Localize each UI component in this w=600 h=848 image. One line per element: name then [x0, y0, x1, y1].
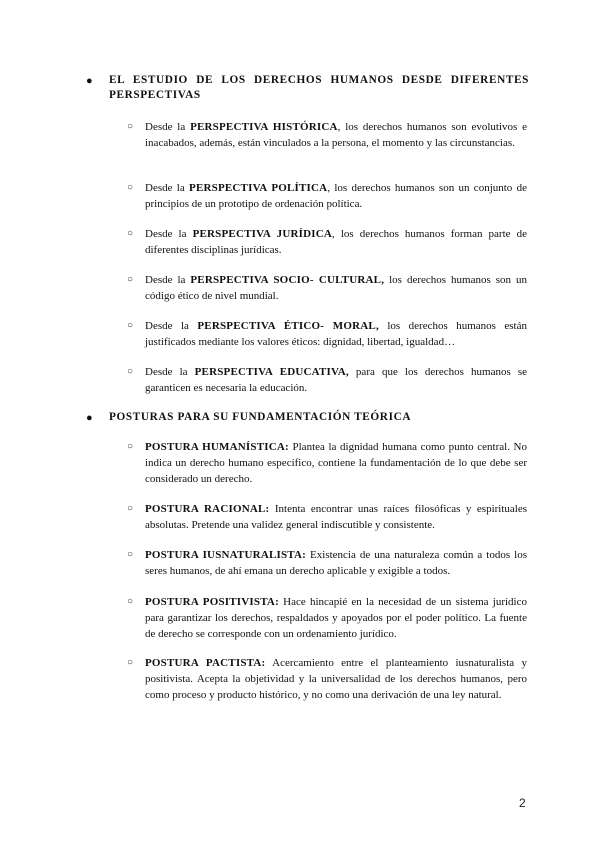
list-item-text: Desde la PERSPECTIVA JURÍDICA, los derechos humanos forman parte de diferentes disciplinas jurídicas.	[145, 228, 527, 257]
list-item-text: POSTURA PACTISTA: Acercamiento entre el planteamiento iusnaturalista y positivista. Acepta la objetividad y la universalidad de los derechos humanos, pero como proceso y producto histórico, y no como una derivación de una ley natural.	[145, 657, 527, 702]
circle-bullet-icon: ○	[127, 274, 134, 285]
list-item-text: Desde la PERSPECTIVA POLÍTICA, los derechos humanos son un conjunto de principios de un prototipo de ordenación política.	[145, 182, 527, 211]
list-item-text: Desde la PERSPECTIVA SOCIO- CULTURAL, los derechos humanos son un código ético de nivel mundial.	[145, 274, 527, 303]
list-item-text: POSTURA RACIONAL: Intenta encontrar unas raíces filosóficas y espirituales absolutas. Pretende una validez general indiscutible y consistente.	[145, 503, 527, 532]
list-item	[0, 594, 600, 643]
list-item-text: Desde la PERSPECTIVA ÉTICO- MORAL, los derechos humanos están justificados mediante los valores éticos: dignidad, libertad, igualdad…	[145, 320, 527, 349]
list-item	[0, 272, 600, 304]
circle-bullet-icon: ○	[127, 596, 134, 607]
list-item	[0, 119, 600, 151]
circle-bullet-icon: ○	[127, 182, 134, 193]
circle-bullet-icon: ○	[127, 549, 134, 560]
list-item-text: POSTURA HUMANÍSTICA: Plantea la dignidad humana como punto central. No indica un derecho humano específico, contiene la fundamentación de lo que debe ser considerado un derecho.	[145, 441, 527, 486]
page-number: 2	[519, 796, 526, 810]
list-item-text: POSTURA POSITIVISTA: Hace hincapié en la necesidad de un sistema jurídico para garantizar los derechos, respaldados y apoyados por el poder político. La fuente de derecho se corresponde con un ordenamiento jurídico.	[145, 596, 527, 641]
list-item	[0, 655, 600, 704]
list-item	[0, 226, 600, 258]
list-item-text: Desde la PERSPECTIVA HISTÓRICA, los derechos humanos son evolutivos e inacabados, además, están vinculados a la persona, el momento y las circunstancias.	[145, 121, 527, 150]
circle-bullet-icon: ○	[127, 503, 134, 514]
circle-bullet-icon: ○	[127, 657, 134, 668]
list-item	[0, 180, 600, 212]
circle-bullet-icon: ○	[127, 366, 134, 377]
bullet-icon: ●	[86, 412, 93, 424]
section-perspectivas	[0, 73, 600, 103]
circle-bullet-icon: ○	[127, 121, 134, 132]
list-item	[0, 439, 600, 488]
circle-bullet-icon: ○	[127, 441, 134, 452]
circle-bullet-icon: ○	[127, 228, 134, 239]
bullet-icon: ●	[86, 75, 93, 87]
list-item	[0, 364, 600, 396]
list-item	[0, 318, 600, 350]
section-heading: POSTURAS PARA SU FUNDAMENTACIÓN TEÓRICA	[109, 411, 412, 423]
section-heading: EL ESTUDIO DE LOS DERECHOS HUMANOS DESDE DIFERENTES PERSPECTIVAS	[109, 74, 529, 101]
list-item	[0, 547, 600, 579]
circle-bullet-icon: ○	[127, 320, 134, 331]
section-posturas	[0, 410, 600, 425]
list-item-text: Desde la PERSPECTIVA EDUCATIVA, para que los derechos humanos se garanticen es necesaria la educación.	[145, 366, 527, 395]
list-item	[0, 501, 600, 533]
list-item-text: POSTURA IUSNATURALISTA: Existencia de una naturaleza común a todos los seres humanos, de ahí emana un derecho aplicable y exigible a todos.	[145, 549, 528, 578]
